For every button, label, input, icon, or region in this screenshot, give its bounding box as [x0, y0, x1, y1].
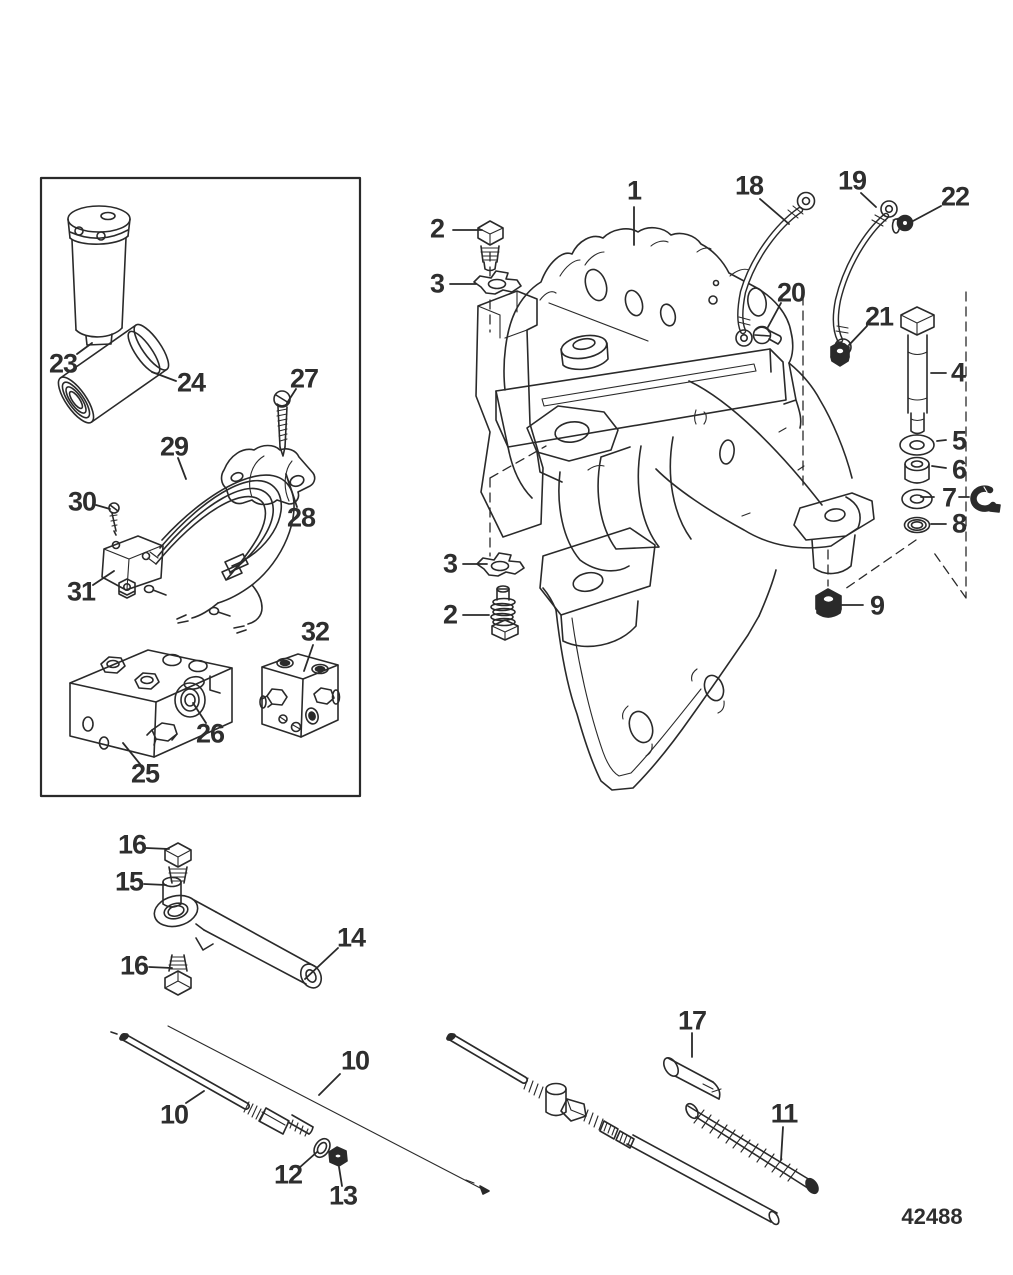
callout-link-bushing: 15: [114, 866, 144, 897]
callout-clamp-screw: 27: [289, 363, 319, 394]
callout-ground-screw-left: 20: [776, 277, 806, 308]
callout-ground-wire-short: 19: [837, 165, 867, 196]
callout-link-bolt-lower: 16: [119, 950, 149, 981]
callout-ground-screw-right: 22: [940, 181, 970, 212]
callout-switch-nut: 31: [66, 576, 96, 607]
callout-valve-manifold: 25: [130, 758, 160, 789]
callout-elastic-stop-nut: 9: [869, 590, 885, 621]
callout-ground-locknut: 21: [864, 301, 894, 332]
callout-trim-limit-harness: 29: [159, 431, 189, 462]
callout-steering-cable-core: 10: [340, 1045, 370, 1076]
callout-seal-washer: 8: [951, 508, 967, 539]
callout-wire-clamp: 28: [286, 502, 316, 533]
callout-washer-and-retainer: 7: [941, 482, 957, 513]
callout-spacer-sleeve: 17: [677, 1005, 707, 1036]
callout-steering-cable: 10: [159, 1099, 189, 1130]
callout-pivot-bolt: 4: [950, 357, 966, 388]
callout-ground-wire-long: 18: [734, 170, 764, 201]
callout-shuttle-valve: 26: [195, 718, 225, 749]
callout-tab-washer-lower: 3: [442, 548, 458, 579]
callout-mount-bolt-lower: 2: [442, 599, 458, 630]
callout-valve-block: 32: [300, 616, 330, 647]
callout-pump-assembly: 23: [48, 348, 78, 379]
callout-tab-washer-upper: 3: [429, 268, 445, 299]
callout-cable-nut: 13: [328, 1180, 358, 1211]
callout-link-rod: 14: [336, 922, 366, 953]
callout-switch-screw: 30: [67, 486, 97, 517]
drawing-number: 42488: [901, 1204, 963, 1229]
callout-spacer-bushing: 6: [951, 454, 967, 485]
callout-cable-washer: 12: [273, 1159, 303, 1190]
callout-link-bolt-upper: 16: [117, 829, 147, 860]
callout-flat-washer: 5: [951, 425, 967, 456]
callout-filter-element: 24: [176, 367, 206, 398]
callout-cable-guide-tube: 11: [770, 1098, 798, 1129]
callout-swivel-bracket: 1: [626, 175, 642, 206]
callout-mount-bolt-upper: 2: [429, 213, 445, 244]
